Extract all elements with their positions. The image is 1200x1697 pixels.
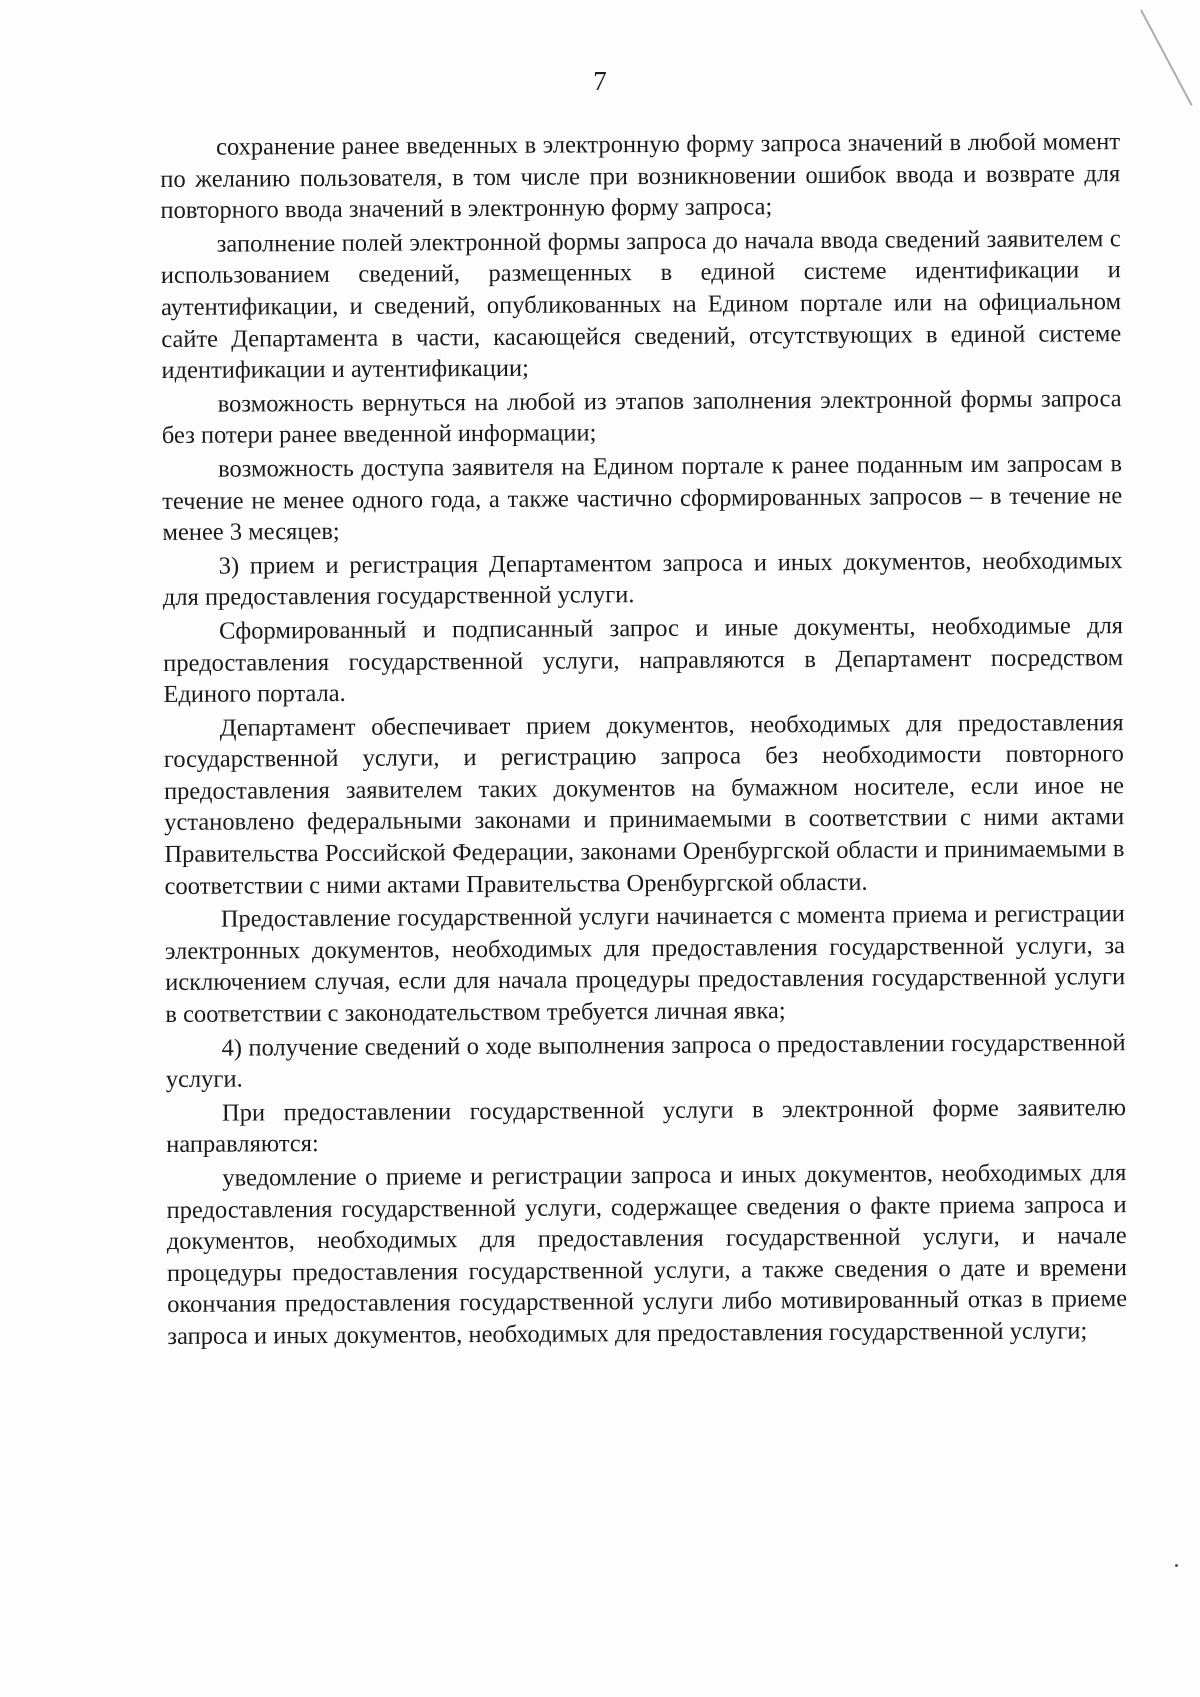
paragraph: Предоставление государственной услуги начинается с момента приема и регистрации электронных документов, необходимых для предоставления государственной услуги, за исключением случая, если для начала процедуры предоставления государственной услуги в соответствии с законодательством требуется личная явка; — [164, 900, 1126, 1029]
paragraph: При предоставлении государственной услуги в электронной форме заявителю направляются: — [166, 1093, 1127, 1159]
paragraph: возможность доступа заявителя на Едином портале к ранее поданным им запросам в течение не менее одного года, а также частично сформированных запросов – в течение не менее 3 месяцев; — [162, 450, 1123, 547]
paragraph: 4) получение сведений о ходе выполнения запроса о предоставлении государственной услуги. — [165, 1028, 1126, 1094]
scan-artifact-dot — [1175, 1564, 1178, 1567]
paragraph: сохранение ранее введенных в электронную форму запроса значений в любой момент по желанию пользователя, в том числе при возникновении ошибок ввода и возврате для повторного ввода значений в электронную форму запроса; — [160, 128, 1121, 225]
paragraph: Сформированный и подписанный запрос и иные документы, необходимые для предоставления государственной услуги, направляются в Департамент посредством Единого портала. — [163, 612, 1124, 709]
paragraph: уведомление о приеме и регистрации запроса и иных документов, необходимых для предоставления государственной услуги, содержащее сведения о факте приема запроса и документов, необходимых для предоставления государственной услуги, и начале процедуры предоставления государственной услуги, а также сведения о дате и времени окончания предоставления государственной услуги либо мотивированный отказ в приеме запроса и иных документов, необходимых для предоставления государственной услуги; — [166, 1159, 1128, 1350]
paragraph: возможность вернуться на любой из этапов заполнения электронной формы запроса без потери ранее введенной информации; — [161, 384, 1122, 450]
paragraph: Департамент обеспечивает прием документов, необходимых для предоставления государственной услуги, и регистрацию запроса без необходимости повторного предоставления заявителем таких документов на бумажном носителе, если иное не установлено федеральными законами и принимаемыми в соответствии с ними актами Правительства Российской Федерации, законами Оренбургской области и принимаемыми в соответствии с ними актами Правительства Оренбургской области. — [163, 708, 1125, 900]
paragraph: 3) прием и регистрация Департаментом запроса и иных документов, необходимых для предоставления государственной услуги. — [162, 546, 1123, 612]
paragraph: заполнение полей электронной формы запроса до начала ввода сведений заявителем с использованием сведений, размещенных в единой системе идентификации и аутентификации, и сведений, опубликованных на Едином портале или на официальном сайте Департамента в части, касающейся сведений, отсутствующих в единой системе идентификации и аутентификации; — [160, 224, 1122, 385]
page-number: 7 — [593, 66, 607, 96]
document-body — [160, 126, 1127, 1354]
